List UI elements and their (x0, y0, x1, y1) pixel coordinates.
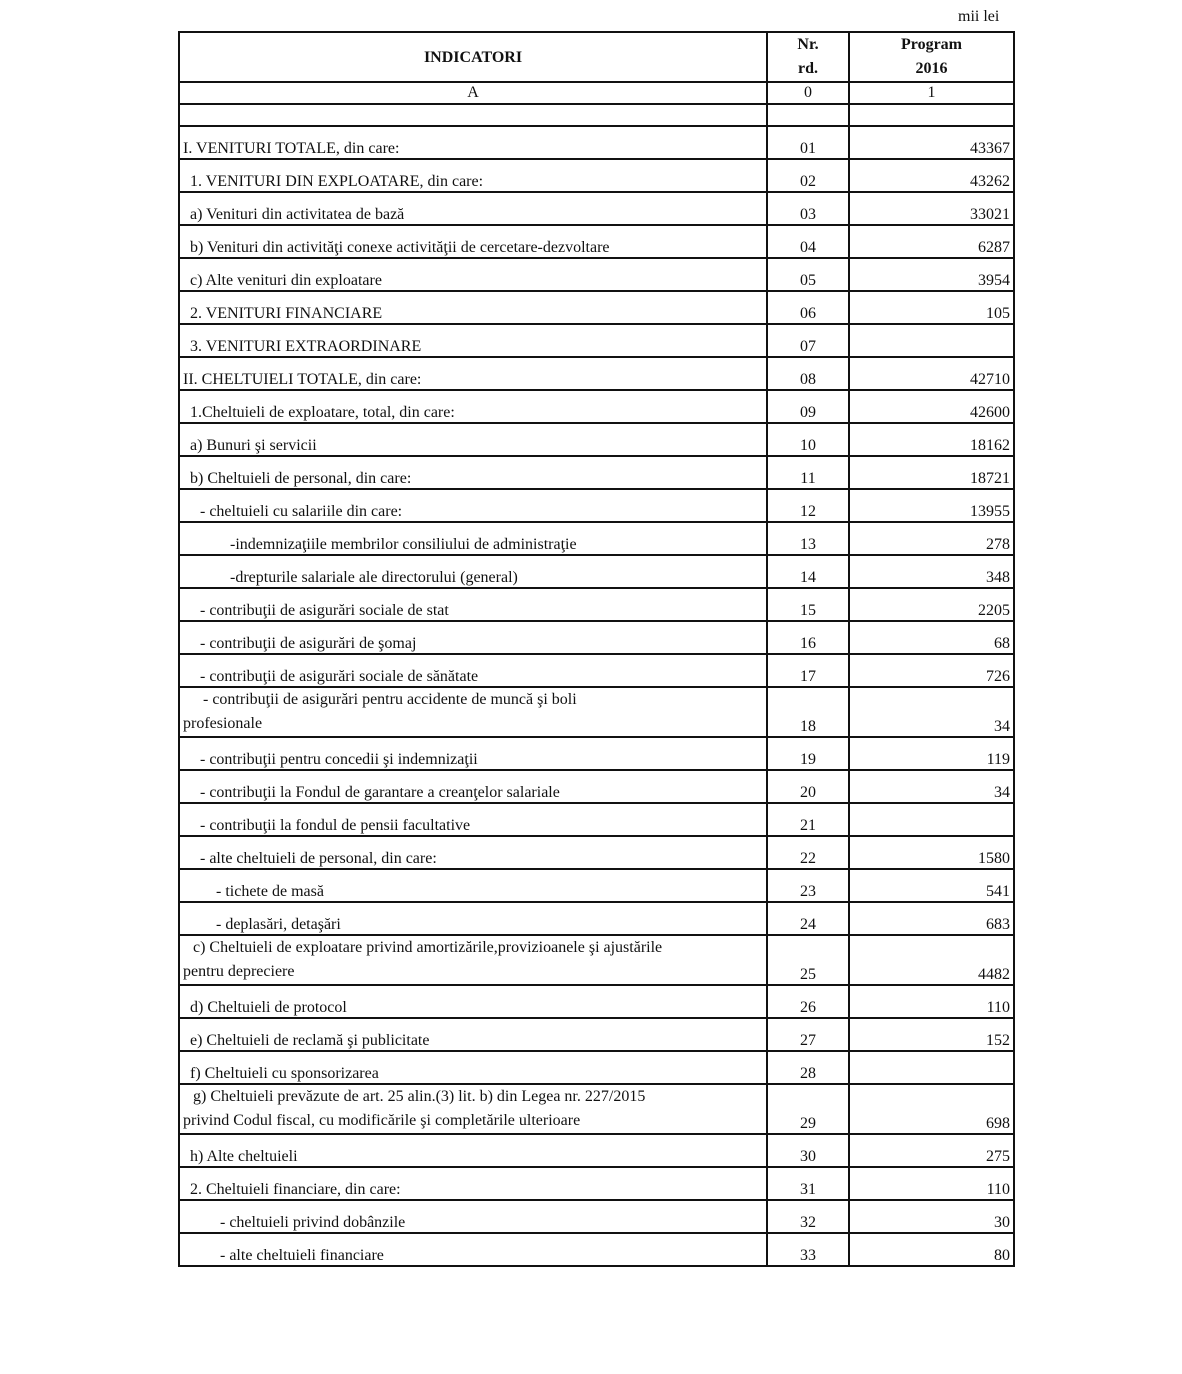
row-nr: 07 (767, 324, 849, 357)
row-label: 2. Cheltuieli financiare, din care: (179, 1167, 767, 1200)
row-label: - alte cheltuieli financiare (179, 1233, 767, 1266)
header-program-line1: Program (900, 36, 962, 53)
row-value: 726 (849, 654, 1014, 687)
row-label: a) Venituri din activitatea de bază (179, 192, 767, 225)
table-row (179, 621, 1014, 654)
row-nr: 14 (767, 555, 849, 588)
row-label: a) Bunuri şi servicii (179, 423, 767, 456)
table-row (179, 1051, 1014, 1084)
row-label: II. CHELTUIELI TOTALE, din care: (179, 357, 767, 390)
column-letter-0: 0 (767, 82, 849, 104)
table-row (179, 902, 1014, 935)
table-row (179, 522, 1014, 555)
row-value (849, 1051, 1014, 1084)
row-value: 1580 (849, 836, 1014, 869)
row-label: 1. VENITURI DIN EXPLOATARE, din care: (179, 159, 767, 192)
row-nr: 18 (767, 687, 849, 737)
row-label (179, 687, 767, 737)
row-label: h) Alte cheltuieli (179, 1134, 767, 1167)
table-row (179, 803, 1014, 836)
row-label: - contribuţii la fondul de pensii facultative (179, 803, 767, 836)
row-value: 2205 (849, 588, 1014, 621)
table-row (179, 687, 1014, 737)
row-label: - contribuţii pentru concedii şi indemnizaţii (179, 737, 767, 770)
row-label: - contribuţii de asigurări sociale de sănătate (179, 654, 767, 687)
row-label: - contribuţii la Fondul de garantare a creanţelor salariale (179, 770, 767, 803)
row-value: 30 (849, 1200, 1014, 1233)
row-nr: 33 (767, 1233, 849, 1266)
row-nr: 23 (767, 869, 849, 902)
row-nr: 16 (767, 621, 849, 654)
table-row (179, 869, 1014, 902)
row-label: 3. VENITURI EXTRAORDINARE (179, 324, 767, 357)
row-label: d) Cheltuieli de protocol (179, 985, 767, 1018)
table-row (179, 126, 1014, 159)
row-value: 105 (849, 291, 1014, 324)
row-label: 1.Cheltuieli de exploatare, total, din care: (179, 390, 767, 423)
header-program-line2: 2016 (915, 60, 948, 77)
column-letter-a: A (179, 82, 767, 104)
row-nr: 01 (767, 126, 849, 159)
row-value: 3954 (849, 258, 1014, 291)
row-value: 119 (849, 737, 1014, 770)
column-letter-1: 1 (849, 82, 1014, 104)
row-label-line1: c) Cheltuieli de exploatare privind amortizările,provizioanele şi ajustările (193, 939, 663, 956)
row-nr: 17 (767, 654, 849, 687)
table-row (179, 737, 1014, 770)
header-program (849, 32, 1014, 82)
row-nr: 19 (767, 737, 849, 770)
row-value: 33021 (849, 192, 1014, 225)
row-value: 34 (849, 687, 1014, 737)
row-nr: 28 (767, 1051, 849, 1084)
row-value: 42600 (849, 390, 1014, 423)
table-row (179, 456, 1014, 489)
table-row (179, 192, 1014, 225)
row-value: 34 (849, 770, 1014, 803)
row-label: - contribuţii de asigurări de şomaj (179, 621, 767, 654)
row-value: 541 (849, 869, 1014, 902)
header-nr-line1: Nr. (797, 36, 819, 53)
row-label: - alte cheltuieli de personal, din care: (179, 836, 767, 869)
table-row (179, 770, 1014, 803)
row-value: 6287 (849, 225, 1014, 258)
row-nr: 13 (767, 522, 849, 555)
row-label: -indemnizaţiile membrilor consiliului de administraţie (179, 522, 767, 555)
row-nr: 32 (767, 1200, 849, 1233)
header-nr-line2: rd. (798, 60, 818, 77)
unit-label: mii lei (958, 8, 1000, 25)
row-nr: 10 (767, 423, 849, 456)
row-label (179, 1084, 767, 1134)
row-value: 18162 (849, 423, 1014, 456)
column-letters-row (179, 82, 1014, 104)
row-value: 110 (849, 985, 1014, 1018)
row-label: - cheltuieli cu salariile din care: (179, 489, 767, 522)
row-label: b) Venituri din activităţi conexe activităţii de cercetare-dezvoltare (179, 225, 767, 258)
row-nr: 22 (767, 836, 849, 869)
spacer-cell (179, 104, 767, 126)
header-nr-rd (767, 32, 849, 82)
table-row (179, 390, 1014, 423)
row-label: - cheltuieli privind dobânzile (179, 1200, 767, 1233)
row-value: 68 (849, 621, 1014, 654)
row-nr: 25 (767, 935, 849, 985)
row-value: 683 (849, 902, 1014, 935)
row-label: 2. VENITURI FINANCIARE (179, 291, 767, 324)
row-label (179, 935, 767, 985)
row-value: 80 (849, 1233, 1014, 1266)
table-row (179, 1084, 1014, 1134)
row-value: 4482 (849, 935, 1014, 985)
row-nr: 24 (767, 902, 849, 935)
table-row (179, 357, 1014, 390)
row-label-line2: privind Codul fiscal, cu modificările şi completările ulterioare (183, 1112, 581, 1129)
row-value: 43262 (849, 159, 1014, 192)
table-row (179, 324, 1014, 357)
table-row (179, 291, 1014, 324)
row-value: 18721 (849, 456, 1014, 489)
row-nr: 12 (767, 489, 849, 522)
table-row (179, 1134, 1014, 1167)
table-row (179, 1018, 1014, 1051)
table-row (179, 1200, 1014, 1233)
table-row (179, 555, 1014, 588)
row-label-line2: profesionale (183, 715, 263, 732)
row-value: 43367 (849, 126, 1014, 159)
row-label-line2: pentru depreciere (183, 963, 295, 980)
row-nr: 26 (767, 985, 849, 1018)
row-nr: 21 (767, 803, 849, 836)
row-nr: 31 (767, 1167, 849, 1200)
table-row (179, 1233, 1014, 1266)
table-row (179, 258, 1014, 291)
row-value (849, 803, 1014, 836)
row-label: e) Cheltuieli de reclamă şi publicitate (179, 1018, 767, 1051)
table-row (179, 423, 1014, 456)
row-value: 110 (849, 1167, 1014, 1200)
row-nr: 11 (767, 456, 849, 489)
row-nr: 30 (767, 1134, 849, 1167)
row-label: f) Cheltuieli cu sponsorizarea (179, 1051, 767, 1084)
table-row (179, 935, 1014, 985)
table-row (179, 1167, 1014, 1200)
row-label: b) Cheltuieli de personal, din care: (179, 456, 767, 489)
row-value (849, 324, 1014, 357)
row-label-line1: - contribuţii de asigurări pentru accidente de muncă şi boli (203, 691, 577, 708)
row-nr: 06 (767, 291, 849, 324)
row-nr: 20 (767, 770, 849, 803)
row-label: c) Alte venituri din exploatare (179, 258, 767, 291)
row-label: - deplasări, detaşări (179, 902, 767, 935)
row-nr: 04 (767, 225, 849, 258)
spacer-row (179, 104, 1014, 126)
row-nr: 09 (767, 390, 849, 423)
table-row (179, 588, 1014, 621)
table-row (179, 225, 1014, 258)
header-indicatori: INDICATORI (179, 32, 767, 82)
row-value: 13955 (849, 489, 1014, 522)
row-label: -drepturile salariale ale directorului (general) (179, 555, 767, 588)
row-value: 348 (849, 555, 1014, 588)
spacer-cell (849, 104, 1014, 126)
budget-table (178, 31, 1015, 1267)
row-label-line1: g) Cheltuieli prevăzute de art. 25 alin.(3) lit. b) din Legea nr. 227/2015 (193, 1088, 646, 1105)
row-value: 698 (849, 1084, 1014, 1134)
table-row (179, 836, 1014, 869)
row-value: 278 (849, 522, 1014, 555)
row-nr: 15 (767, 588, 849, 621)
row-value: 275 (849, 1134, 1014, 1167)
row-nr: 08 (767, 357, 849, 390)
row-nr: 27 (767, 1018, 849, 1051)
table-row (179, 159, 1014, 192)
table-row (179, 985, 1014, 1018)
row-nr: 05 (767, 258, 849, 291)
row-nr: 03 (767, 192, 849, 225)
table-row (179, 654, 1014, 687)
row-value: 152 (849, 1018, 1014, 1051)
table-row (179, 489, 1014, 522)
row-value: 42710 (849, 357, 1014, 390)
row-nr: 02 (767, 159, 849, 192)
row-nr: 29 (767, 1084, 849, 1134)
row-label: I. VENITURI TOTALE, din care: (179, 126, 767, 159)
row-label: - contribuţii de asigurări sociale de stat (179, 588, 767, 621)
table-header-row (179, 32, 1014, 82)
spacer-cell (767, 104, 849, 126)
row-label: - tichete de masă (179, 869, 767, 902)
